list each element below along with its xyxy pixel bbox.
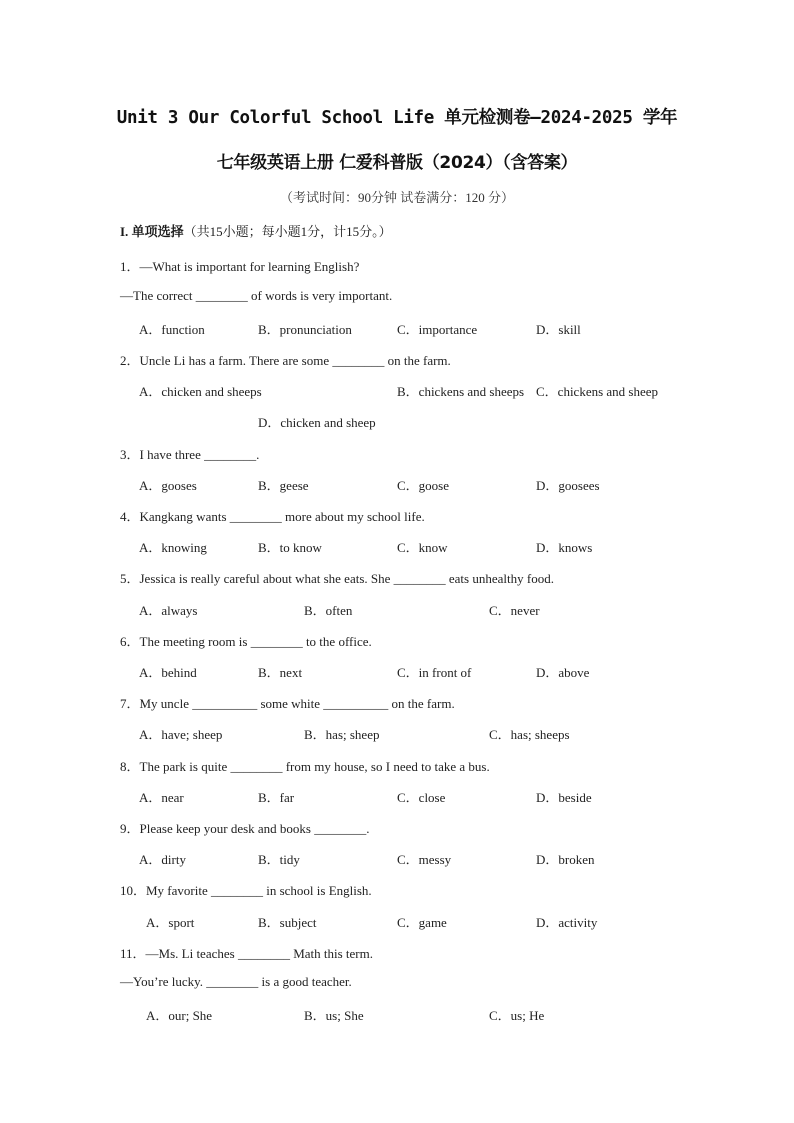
option-a: A．near [139,790,184,805]
section-heading [120,221,392,240]
option-a: A．knowing [139,540,207,555]
section-title: 单项选择 [131,224,184,239]
option-d: D．chicken and sheep [258,415,376,430]
option-c: C．know [397,540,448,555]
option-c: C．chickens and sheep [536,384,659,399]
question-stem: 5．Jessica is really careful about what she eats. She ________ eats unhealthy food. [120,571,554,586]
question-stem: 6．The meeting room is ________ to the office. [120,634,372,649]
option-b: B．subject [258,915,317,930]
option-c: C．in front of [397,665,472,680]
question-stem: —The correct ________ of words is very important. [120,288,393,303]
option-b: B．pronunciation [258,322,352,337]
option-a: A．our; She [146,1008,213,1023]
question-stem: 10．My favorite ________ in school is English. [120,883,372,898]
option-a: A．behind [139,665,197,680]
question-stem: 7．My uncle __________ some white __________ on the farm. [120,696,455,711]
question-stem: 3．I have three ________. [120,447,260,462]
option-d: D．beside [536,790,592,805]
option-a: A．sport [146,915,195,930]
section-note: （共15小题；每小题1分，计15分。） [183,224,392,239]
option-b: B．often [304,603,353,618]
question-stem: 2．Uncle Li has a farm. There are some ________ on the farm. [120,353,451,368]
option-a: A．have; sheep [139,727,223,742]
option-a: A．chicken and sheeps [139,384,262,399]
question-stem: 1．—What is important for learning English? [120,259,360,274]
option-b: B．us; She [304,1008,364,1023]
section-number: I. [120,224,129,239]
title-line-2: 七年级英语上册 仁爱科普版（2024）（含答案） [216,153,578,173]
option-c: C．never [489,603,540,618]
option-d: D．above [536,665,590,680]
question-stem: 9．Please keep your desk and books ________. [120,821,370,836]
option-c: C．messy [397,852,452,867]
option-b: B．has; sheep [304,727,380,742]
option-c: C．us; He [489,1008,545,1023]
option-b: B．to know [258,540,322,555]
option-d: D．goosees [536,478,600,493]
exam-info: （考试时间：90分钟 试卷满分：120 分） [279,190,514,205]
option-a: A．gooses [139,478,197,493]
option-c: C．goose [397,478,450,493]
option-c: C．has; sheeps [489,727,570,742]
option-c: C．close [397,790,446,805]
option-b: B．far [258,790,295,805]
question-stem: 11．—Ms. Li teaches ________ Math this term. [120,946,373,961]
option-a: A．function [139,322,205,337]
option-a: A．dirty [139,852,186,867]
option-d: D．knows [536,540,593,555]
option-d: D．skill [536,322,581,337]
title-line-1: Unit 3 Our Colorful School Life 单元检测卷—2024-2025 学年 [116,108,678,128]
question-stem: 8．The park is quite ________ from my house, so I need to take a bus. [120,759,490,774]
question-stem: 4．Kangkang wants ________ more about my school life. [120,509,425,524]
option-b: B．tidy [258,852,300,867]
option-d: D．broken [536,852,595,867]
option-c: C．importance [397,322,478,337]
option-b: B．next [258,665,303,680]
option-d: D．activity [536,915,598,930]
option-b: B．geese [258,478,309,493]
option-b: B．chickens and sheeps [397,384,525,399]
question-stem: —You’re lucky. ________ is a good teacher. [120,974,352,989]
option-c: C．game [397,915,447,930]
option-a: A．always [139,603,198,618]
